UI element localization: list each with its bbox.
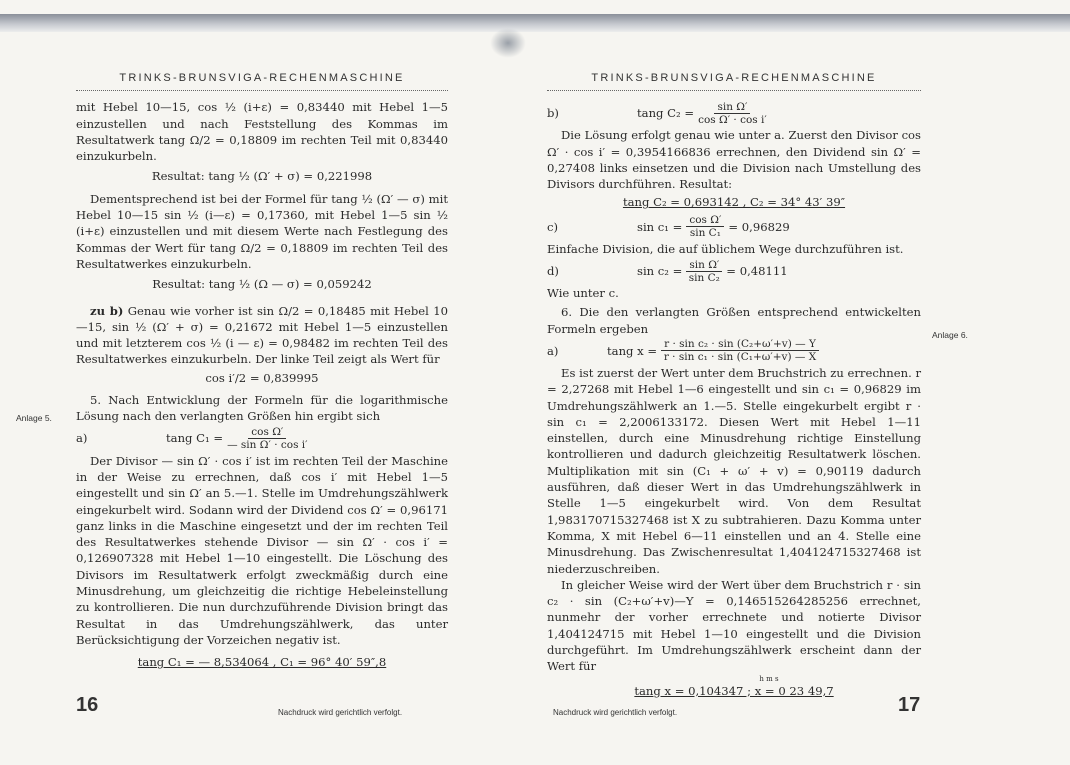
formula-c-numerator: cos Ω′ <box>686 214 724 227</box>
right-paragraph-5: Es ist zuerst der Wert unter dem Bruchstrich zu errechnen. r = 2,27268 mit Hebel 1—6 eingestellt und sin c₁ = 0,96829 im Umdrehungszählwerk an 1.—5. Stelle eingekurbelt ergibt r · sin c₁ = 2,2006133172. Diesen Wert mit Hebel 1—11 einstellen, durch eine Minusdrehung richtige Einstellung kontrollieren und dadurch gleichzeitig Resultatwerk löschen. Multiplikation mit sin (C₁ + ω′ + v) = 0,90119 dadurch ausführen, daß dieser Wert in das Umdrehungszählwerk in Stelle 1—5 eingekurbelt wird. Von dem Resultat 1,983170715327468 ist X zu subtrahieren. Dazu Komma unter Komma, X mit Hebel 6—11 einstellen und an 4. Stelle eine Minusdrehung. Das Zwischenresultat 1,404124715327468 ist niederzuschreiben. <box>547 365 921 576</box>
right-result-2: tang x = 0,104347 ; x = 0 23 49,7 <box>634 683 834 698</box>
zu-b-label: zu b) <box>90 303 124 318</box>
formula-a-fraction <box>227 426 307 451</box>
right-result-1: tang C₂ = 0,693142 , C₂ = 34° 43′ 39″ <box>622 195 846 210</box>
left-result-3: tang C₁ = — 8,534064 , C₁ = 96° 40′ 59″,8 <box>137 655 387 670</box>
left-paragraph-1: mit Hebel 10—15, cos ½ (i+ε) = 0,83440 mit Hebel 1—5 einzustellen und nach Feststellung des Kommas im Resultatwerk tang Ω/2 = 0,18809 im rechten Teil mit 0,83440 einzukurbeln. <box>76 100 448 164</box>
left-footer: Nachdruck wird gerichtlich verfolgt. <box>278 708 403 717</box>
formula-d-lhs: sin c₂ = <box>637 263 683 278</box>
right-paragraph-3: Wie unter c. <box>547 286 619 301</box>
formula-e-label: a) <box>547 343 559 358</box>
formula-a-lhs: tang C₁ = <box>166 431 224 446</box>
left-paragraph-3 <box>76 303 448 368</box>
formula-a-numerator: cos Ω′ <box>248 426 286 439</box>
right-paragraph-1: Die Lösung erfolgt genau wie unter a. Zuerst den Divisor cos Ω′ · cos i′ = 0,3954166836 errechnen, den Dividend sin Ω′ = 0,27408 links einsetzen und die Division nach Umstellung des Divisors durchführen. Resultat: <box>547 128 921 192</box>
formula-e-lhs: tang x = <box>607 343 658 358</box>
left-result-2: Resultat: tang ½ (Ω — σ) = 0,059242 <box>152 277 372 292</box>
formula-c-denominator: sin C₁ <box>689 227 721 240</box>
hms-labels: h m s <box>759 674 779 683</box>
right-running-header: TRINKS-BRUNSVIGA-RECHENMASCHINE <box>547 70 921 91</box>
right-formula-c <box>547 213 921 241</box>
formula-d-numerator: sin Ω′ <box>686 259 722 272</box>
formula-d-label: d) <box>547 263 559 278</box>
left-running-header: TRINKS-BRUNSVIGA-RECHENMASCHINE <box>76 70 448 91</box>
left-page <box>76 58 448 671</box>
formula-a-denominator: — sin Ω′ · cos i′ <box>227 439 308 452</box>
formula-c-label: c) <box>547 219 559 234</box>
right-margin-note: Anlage 6. <box>932 330 968 340</box>
formula-d-denominator: sin C₂ <box>688 271 720 284</box>
right-page <box>547 58 921 699</box>
formula-e-numerator: r · sin c₂ · sin (C₂+ω′+v) — Y <box>661 338 819 351</box>
right-formula-b <box>547 99 921 127</box>
formula-b-numerator: sin Ω′ <box>714 101 750 114</box>
left-formula-a <box>76 425 448 453</box>
right-paragraph-4: 6. Die den verlangten Größen entsprechend entwickelten Formeln ergeben <box>547 305 921 336</box>
left-paragraph-3-text: Genau wie vorher ist sin Ω/2 = 0,18485 mit Hebel 10—15, sin ½ (Ω′ + σ) = 0,21672 mit Hebel 1—5 einzustellen und mit letzterem cos ½ (i — ε) = 0,98482 im rechten Teil des Resultatwerkes einzukurbeln. Der linke Teil zeigt als Wert für <box>76 303 449 367</box>
formula-d-result: = 0,48111 <box>726 263 788 278</box>
right-footer: Nachdruck wird gerichtlich verfolgt. <box>553 708 678 717</box>
formula-c-result: = 0,96829 <box>728 219 790 234</box>
right-paragraph-2: Einfache Division, die auf üblichem Wege durchzuführen ist. <box>547 241 904 256</box>
formula-d-fraction <box>686 259 722 284</box>
left-formula-cos: cos i′/2 = 0,839995 <box>205 370 319 385</box>
formula-a-label: a) <box>76 431 88 446</box>
right-paragraph-6: In gleicher Weise wird der Wert über dem Bruchstrich r · sin c₂ · sin (C₂+ω′+v)—Y = 0,146515264285256 errechnet, nunmehr der vorher errechnete und notierte Divisor 1,404124715 mit Hebel 1—10 eingestellt und die Division durchgeführt. Im Umdrehungszählwerk erscheint dann der Wert für <box>547 577 921 674</box>
formula-c-fraction <box>686 214 724 239</box>
left-paragraph-4: 5. Nach Entwicklung der Formeln für die logarithmische Lösung nach den verlangten Größen hin ergibt sich <box>76 393 448 424</box>
left-result-1: Resultat: tang ½ (Ω′ + σ) = 0,221998 <box>151 169 373 184</box>
right-formula-e <box>547 337 921 365</box>
right-page-number: 17 <box>898 694 921 716</box>
left-page-number: 16 <box>76 694 99 716</box>
book-top-edge <box>0 14 1070 32</box>
formula-e-denominator: r · sin c₁ · sin (C₁+ω′+v) — X <box>663 351 817 364</box>
formula-c-lhs: sin c₁ = <box>637 219 683 234</box>
formula-b-denominator: cos Ω′ · cos i′ <box>698 113 767 126</box>
formula-b-lhs: tang C₂ = <box>637 106 695 121</box>
left-paragraph-5: Der Divisor — sin Ω′ · cos i′ ist im rechten Teil der Maschine in der Weise zu errechnen, daß cos i′ mit Hebel 1—5 eingestellt und sin Ω′ an 5.—1. Stelle im Umdrehungszählwerk eingekurbelt wird. Sodann wird der Dividend cos Ω′ = 0,96171 ganz links in die Maschine eingesetzt und der im rechten Teil des Resultatwerkes stehende Divisor — sin Ω′ · cos i′ = 0,126907328 mit Hebel 1—10 eingestellt. Die Löschung des Divisors im Resultatwerk erfolgt zweckmäßig durch eine Minusdrehung, um gleichzeitig die richtige Hebeleinstellung zu kontrollieren. Die nun durchzuführende Division bringt das Resultat in das Umdrehungszählwerk, das unter Berücksichtigung der Vorzeichen negativ ist. <box>76 453 448 647</box>
formula-b-label: b) <box>547 106 559 121</box>
book-spine <box>490 28 526 58</box>
formula-e-fraction <box>661 338 819 363</box>
formula-b-fraction <box>698 101 767 126</box>
right-formula-d <box>547 257 921 285</box>
left-margin-note: Anlage 5. <box>16 413 52 423</box>
left-paragraph-2: Dementsprechend ist bei der Formel für tang ½ (Ω′ — σ) mit Hebel 10—15 sin ½ (i—ε) = 0,17360, mit Hebel 1—5 sin ½ (i+ε) einzustellen und mit diesem Werte nach Festlegung des Kommas der Wert für tang Ω/2 = 0,18809 im rechten Teil des Resultatwerkes einzukurbeln. <box>76 191 448 271</box>
